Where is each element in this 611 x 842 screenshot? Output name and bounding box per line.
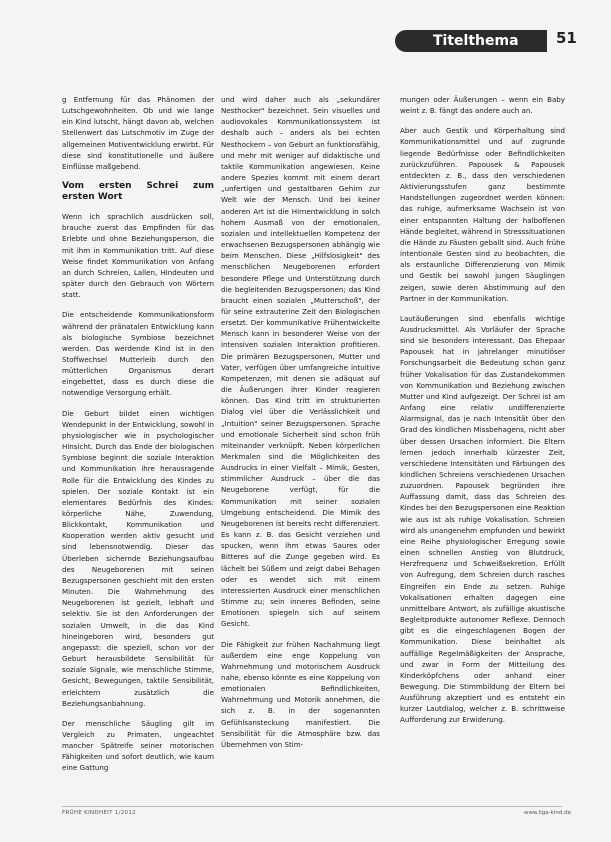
paragraph: Aber auch Gestik und Körperhaltung sind Kommunikationsmittel und auf zugrunde liegende Bedürfnisse oder Befindlichkeiten zurückzuführen. Papousek & Papousek entdeckten z. B., dass den verschiedenen Aktivierungsstufen ganz bestimmte Handstellungen zugeordnet werden können: das ruhige, aufmerksame Wachsein ist von einer entspannten Haltung der halboffenen Hände begleitet, während in Stresssituationen die Hände zu Fäusten geballt sind. Auch frühe intentionale Gesten sind zu beobachten, die als erstaunliche Differenzierung von Mimik und Gestik bei sowohl jungen Säuglingen zeigen, sowie deren Abstimmung auf den Partner in der Kommunikation.	[400, 126, 565, 303]
section-label: Titelthema	[395, 30, 547, 52]
paragraph: g Entfernung für das Phänomen der Lutschgewohnheiten. Ob und wie lange ein Kind lutscht, hängt davon ab, welchen Stellenwert das Lutschmotiv im Zuge der allgemeinen Motiventwicklung erwirbt. Für diese sind konstitutionelle und äußere Einflüsse maßgebend.	[62, 95, 214, 171]
section-heading: Vom ersten Schrei zum ersten Wort	[62, 181, 214, 203]
footer-divider	[62, 806, 562, 807]
paragraph: Wenn ich sprachlich ausdrücken soll, brauche zuerst das Empfinden für das Erlebte und ohne Beziehungsperson, die mit ihm in Kommunikation tritt. Auf diese Weise findet Kommunikation von Anfang an durch Schreien, Lallen, Hindeuten und später durch den Gebrauch von Wörtern statt.	[62, 212, 214, 300]
paragraph: Lautäußerungen sind ebenfalls wichtige Ausdrucksmittel. Als Vorläufer der Sprache sind sie besonders interessant. Das Ehepaar Papousek hat in jahrelanger minutiöser Forschungsarbeit die Bedeutung schon ganz früher Vokalisation für das Zustandekommen von Kommunikation und Beziehung zwischen Mutter und Kind aufgezeigt. Der Schrei ist am Anfang eine relativ undifferenzierte Alarmsignal, das je nach Intensität über den Grad des kindlichen Missbehagens, nicht aber über dessen Ursachen informiert. Die Eltern lernen jedoch innerhalb kürzester Zeit, verschiedene Intensitäten und Färbungen des kindlichen Schreiens verschiedenen Ursachen zuzuordnen. Papousek begründen ihre Auffassung damit, dass das Schreien des Kindes bei den Bezugspersonen eine Reaktion wie aus ist als ruhige Vokalisation. Schreien wird als unangenehm empfunden und bewirkt eine Reihe physiologischer Erregung sowie einen schnellen Anstieg von Blutdruck, Herzfrequenz und Schweißsekretion. Erfüllt von Aufregung, dem Schreien durch rasches Eingreifen ein Ende zu setzen. Ruhige Vokalisationen erhalten dagegen eine unmittelbare Antwort, als zufällige akustische Begleitprodukte autonomer Reflexe. Dennoch gibt es die eingeschlagenen Bogen der Kommunikation. Diese beinhaltet als auffällige Regelmäßigkeiten der Ansprache, und zwar in Form der Mitteilung des Kinderköpfchens oder anhand einer Bewegung. Die Stimmbildung der Eltern bei Ausführung akzeptiert und es entsteht ein kurzer Lautdialog, welcher z. B. schrittweise Aufforderung zur Erwiderung.	[400, 313, 565, 725]
footer-url: www.liga-kind.de	[524, 810, 571, 816]
paragraph: Die Geburt bildet einen wichtigen Wendepunkt in der Entwicklung, sowohl in physiologischer wie in psychologischer Hinsicht. Durch das Ende der biologischen Symbiose beginnt die soziale Interaktion und Kommunikation ihre herausragende Rolle für die Entwicklung des Kindes zu spielen. Der soziale Kontakt ist ein elementares Bedürfnis des Kindes: körperliche Nähe, Zuwendung, Blickkontakt, Kommunikation und Kooperation werden aktiv gesucht und sind lebensnotwendig. Dieser das Überleben sichernde Beziehungsaufbau des Neugeborenen mit seinen Bezugspersonen geschieht mit den ersten Minuten. Die Wahrnehmung des Neugeborenen ist gezielt, lebhaft und selektiv. Sie ist den Anforderungen der sozialen Umwelt, in die das Kind hineingeboren wird, besonders gut angepasst: die speziell, schon vor der Geburt herausbildete Sensibilität für soziale Signale, wie menschliche Stimme, Gesicht, Bewegungen, taktile Sensibilität, erleichtern zusätzlich die Beziehungsanbahnung.	[62, 408, 214, 708]
footer-publication: FRÜHE KINDHEIT 1/2012	[62, 810, 136, 816]
text-column-3	[400, 94, 565, 735]
page-number: 51	[556, 29, 577, 47]
paragraph: Die entscheidende Kommunikationsform während der pränatalen Entwicklung kann als biologische Symbiose bezeichnet werden. Das werdende Kind ist in den Stoffwechsel Mutterleib durch den mütterlichen Organismus derart eingebettet, dass es durch diese die notwendige Versorgung erhält.	[62, 310, 214, 398]
paragraph: und wird daher auch als „sekundärer Nesthocker" bezeichnet. Sein visuelles und audiovokales Kommunikationssystem ist deshalb auch – anders als bei echten Nesthockern – von Geburt an funktionsfähig, und mehr mit weniger auf didaktische und taktile Kommunikation angewiesen. Keine andere Spezies kommt mit einem derart „unfertigen und gestaltbaren Gehirn zur Welt wie der Mensch. Und bei keiner anderen Art ist die Hirnentwicklung in solch hohem Ausmaß von der emotionalen, sozialen und intellektuellen Kompetenz der erwachsenen Bezugspersonen abhängig wie beim Menschen. Diese „Hilfslosigkeit" des menschlichen Neugeborenen erfordert besondere Pflege und Unterstützung durch die begleitenden Bezugspersonen; das Kind braucht einen sozialen „Mutterschoß", der für seine extrauterine Zeit den Biologischen ersetzt. Der kommunikative Frühentwickelte Mensch kann in besonderer Weise von der intensiven sozialen Interaktion profitieren. Die primären Bezugspersonen, Mutter und Vater, verfügen über umfangreiche intuitive Kompetenzen, mit denen sie adäquat auf die Äußerungen ihrer Kinder reagieren können. Das Kind tritt im strukturierten Dialog viel über die Verlässlichkeit und „Intuition" seiner Bezugspersonen. Sprache und emotionale Sicherheit sind schon früh miteinander verknüpft. Neben körperlichen Merkmalen sind die Möglichkeiten des Ausdrucks in einer Vielfalt – Mimik, Gesten, stimmlicher Ausdruck – über die das Neugeborene verfügt, für die Kommunikation mit seiner sozialen Umgebung entscheidend. Die Mimik des Neugeborenen ist bereits recht differenziert. Es kann z. B. das Gesicht verziehen und spucken, wenn ihm etwas Saures oder Bitteres auf die Zunge gegeben wird. Es lächelt bei Süßem und zeigt dabei Behagen oder es wendet sich mit einem interessierten Ausdruck einer menschlichen Stimme zu; sein inneres Befinden, seine Emotionen spiegeln sich auf seinem Gesicht.	[221, 95, 380, 629]
text-column-2	[221, 94, 380, 759]
text-column-1	[62, 94, 214, 783]
paragraph: mungen oder Äußerungen – wenn ein Baby weint z. B. fängt das andere auch an.	[400, 95, 565, 116]
paragraph: Die Fähigkeit zur frühen Nachahmung liegt außerdem eine enge Koppelung von Wahrnehmung und motorischem Ausdruck nahe, ebenso könnte es eine Koppelung von emotionalen Befindlichkeiten, Wahrnehmung und Motorik annehmen, die sich z. B. in der sogenannten Gefühlsansteckung manifestiert. Die Sensibilität für die Atmosphäre bzw. das Übernehmen von Stim-	[221, 639, 380, 749]
paragraph: Der menschliche Säugling gilt im Vergleich zu Primaten, ungeachtet mancher Spätreife seiner motorischen Fähigkeiten und sofort deutlich, wie kaum eine Gattung	[62, 718, 214, 773]
